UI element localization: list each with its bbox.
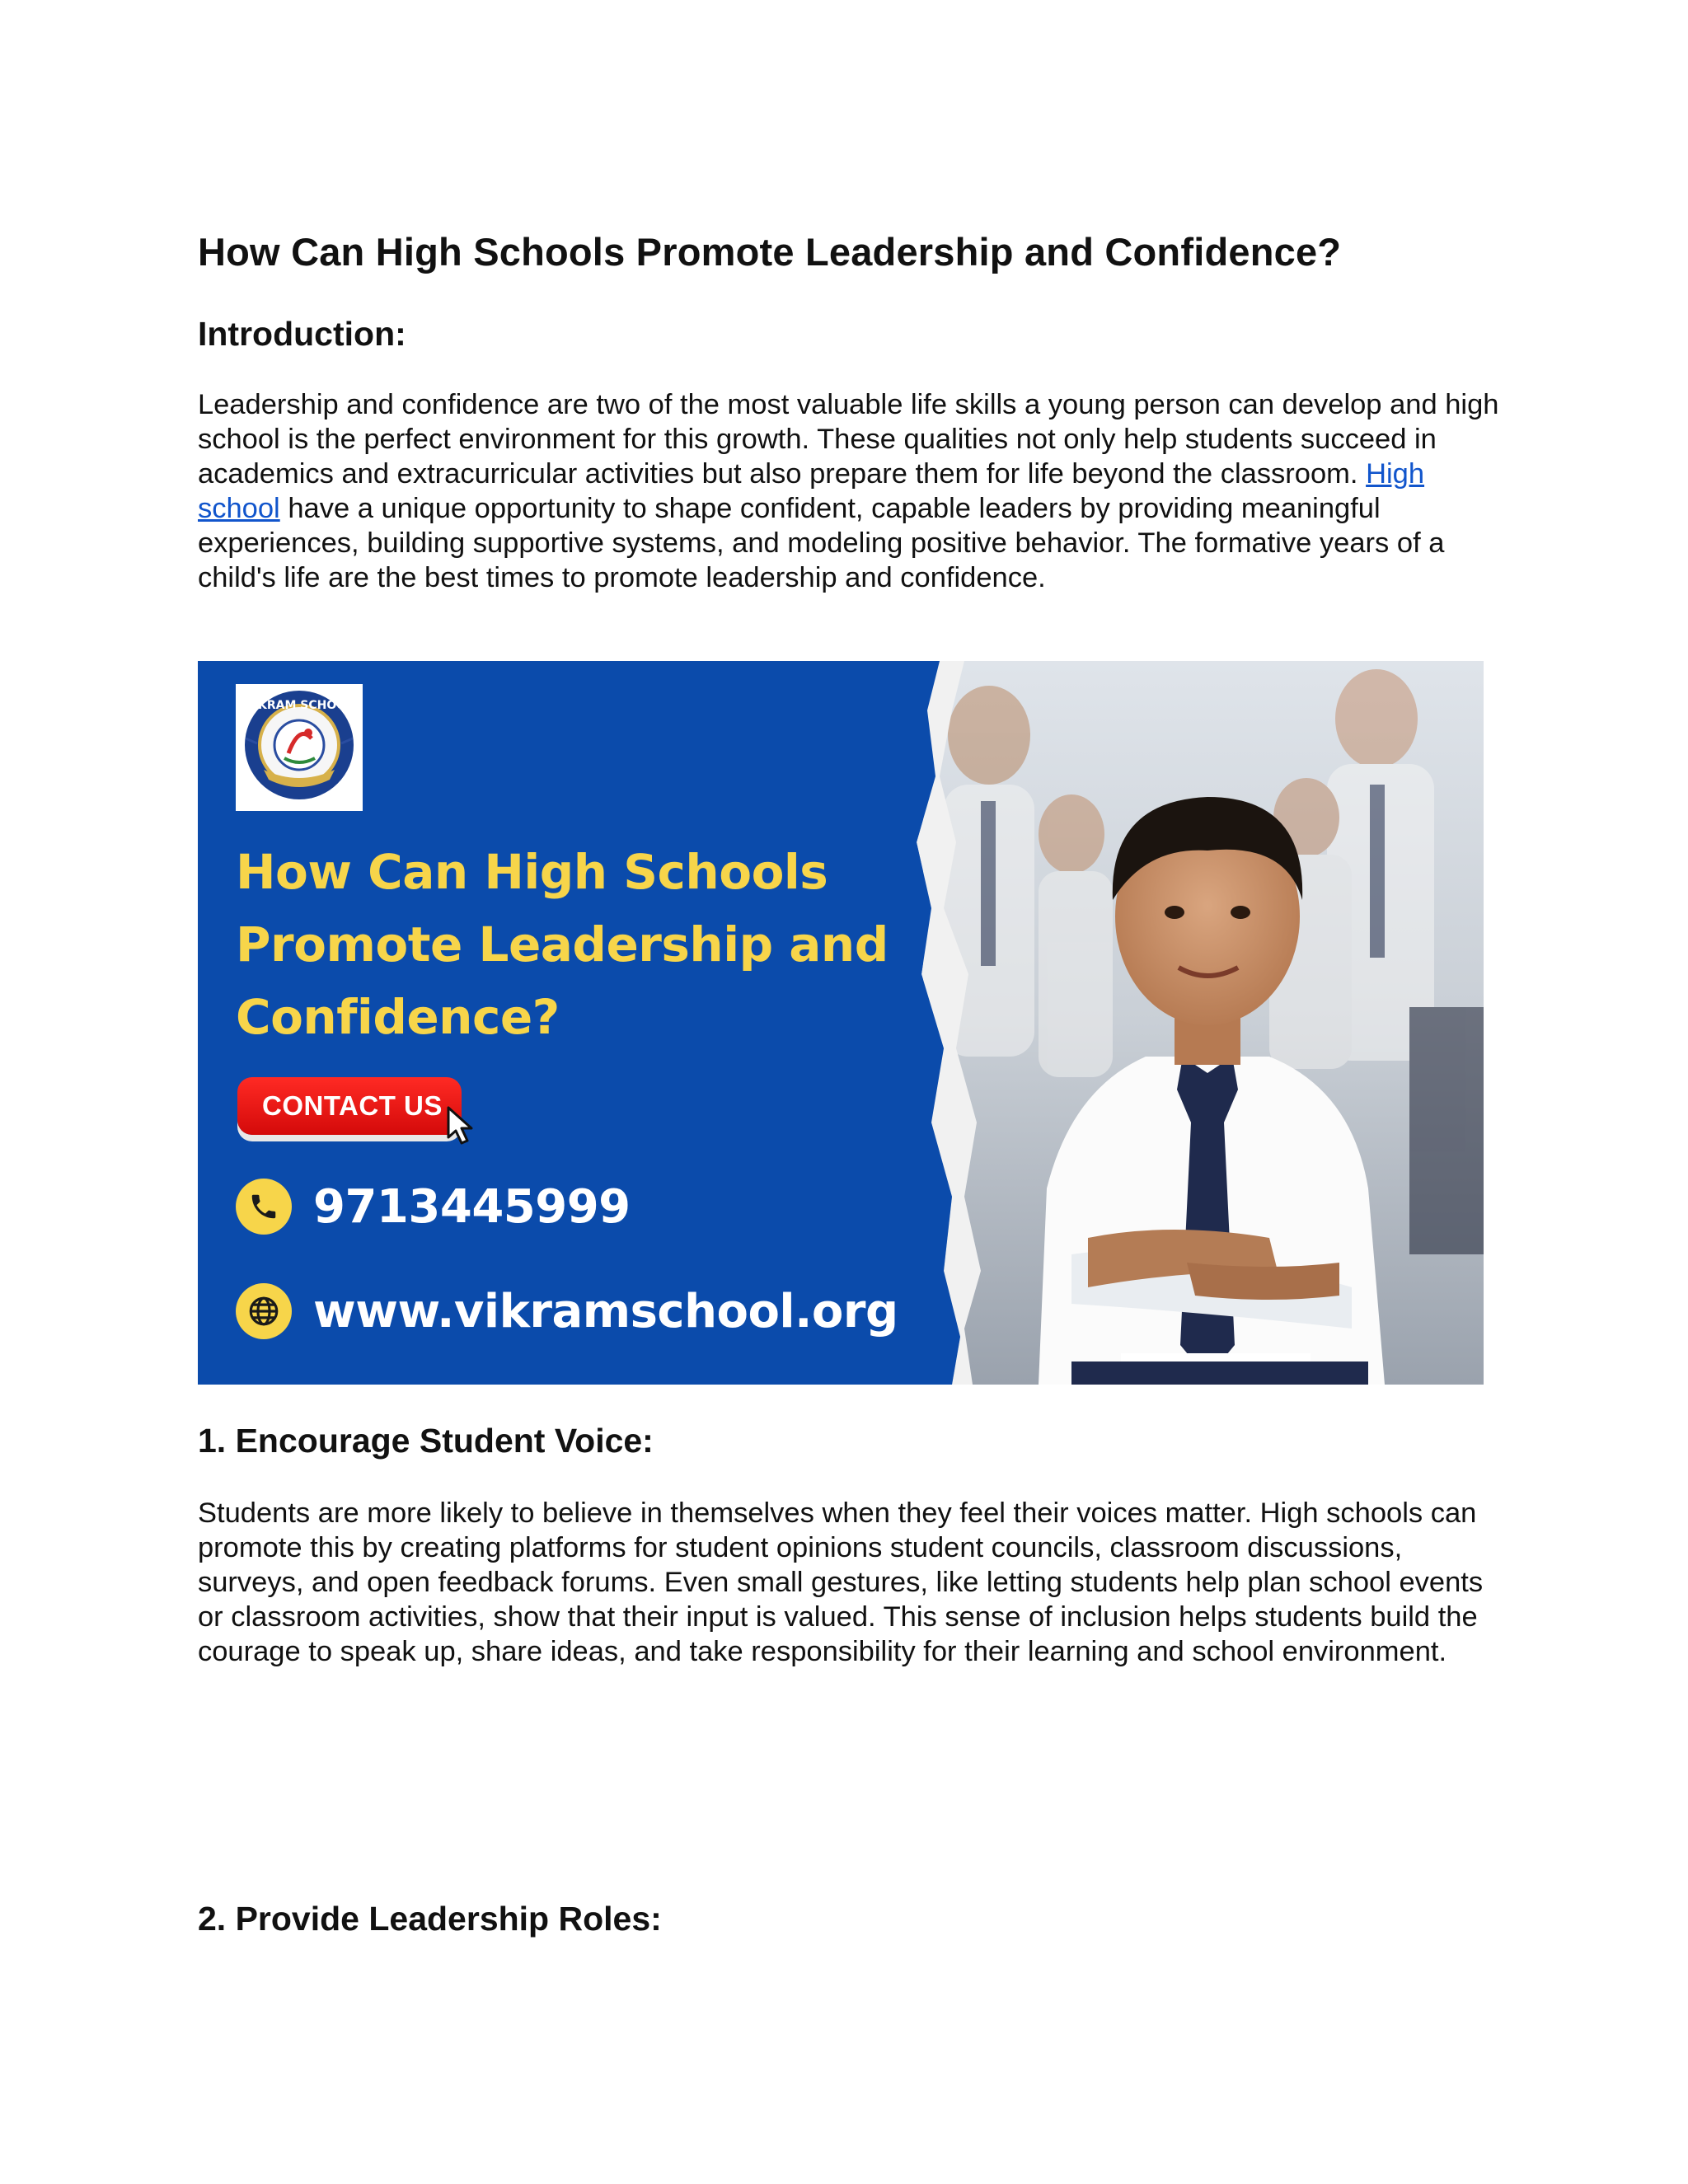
section2-heading: 2. Provide Leadership Roles: [198, 1900, 662, 1938]
globe-icon [236, 1283, 292, 1339]
intro-text-2: have a unique opportunity to shape confident, capable leaders by providing meaningful experiences, building supportive systems, and modeling positive behavior. The formative years of a child's life are the best times to promote leadership and confidence. [198, 493, 1445, 593]
high-school-link[interactable]: High school [198, 458, 1425, 524]
promo-banner [198, 661, 1484, 1385]
banner-headline: How Can High Schools Promote Leadership and Confidence? [236, 844, 889, 1045]
phone-number: 9713445999 [313, 1179, 631, 1234]
page-title: How Can High Schools Promote Leadership and Confidence? [198, 230, 1342, 274]
website-url[interactable]: www.vikramschool.org [313, 1284, 898, 1338]
contact-us-button[interactable]: CONTACT US [237, 1077, 462, 1135]
website-line [236, 1283, 898, 1339]
phone-icon [236, 1179, 292, 1235]
intro-paragraph [198, 387, 1500, 595]
section1-heading: 1. Encourage Student Voice: [198, 1422, 654, 1460]
intro-heading: Introduction: [198, 315, 406, 353]
school-logo [236, 684, 363, 811]
school-crest-icon [239, 687, 359, 808]
cursor-icon [445, 1106, 478, 1146]
section1-body: Students are more likely to believe in themselves when they feel their voices matter. High schools can promote this by creating platforms for student opinions student councils, classroom discussions, surveys, and open feedback forums. Even small gestures, like letting students help plan school events or classroom activities, show that their input is valued. This sense of inclusion helps students build the courage to speak up, share ideas, and take responsibility for their learning and school environment. [198, 1497, 1484, 1667]
logo-text: VIKRAM SCHOOL [244, 699, 354, 712]
intro-text-1: Leadership and confidence are two of the most valuable life skills a young person can develop and high school is the perfect environment for this growth. These qualities not only help students succeed in academics and extracurricular activities but also prepare them for life beyond the classroom. [198, 389, 1499, 490]
phone-line [236, 1179, 631, 1235]
